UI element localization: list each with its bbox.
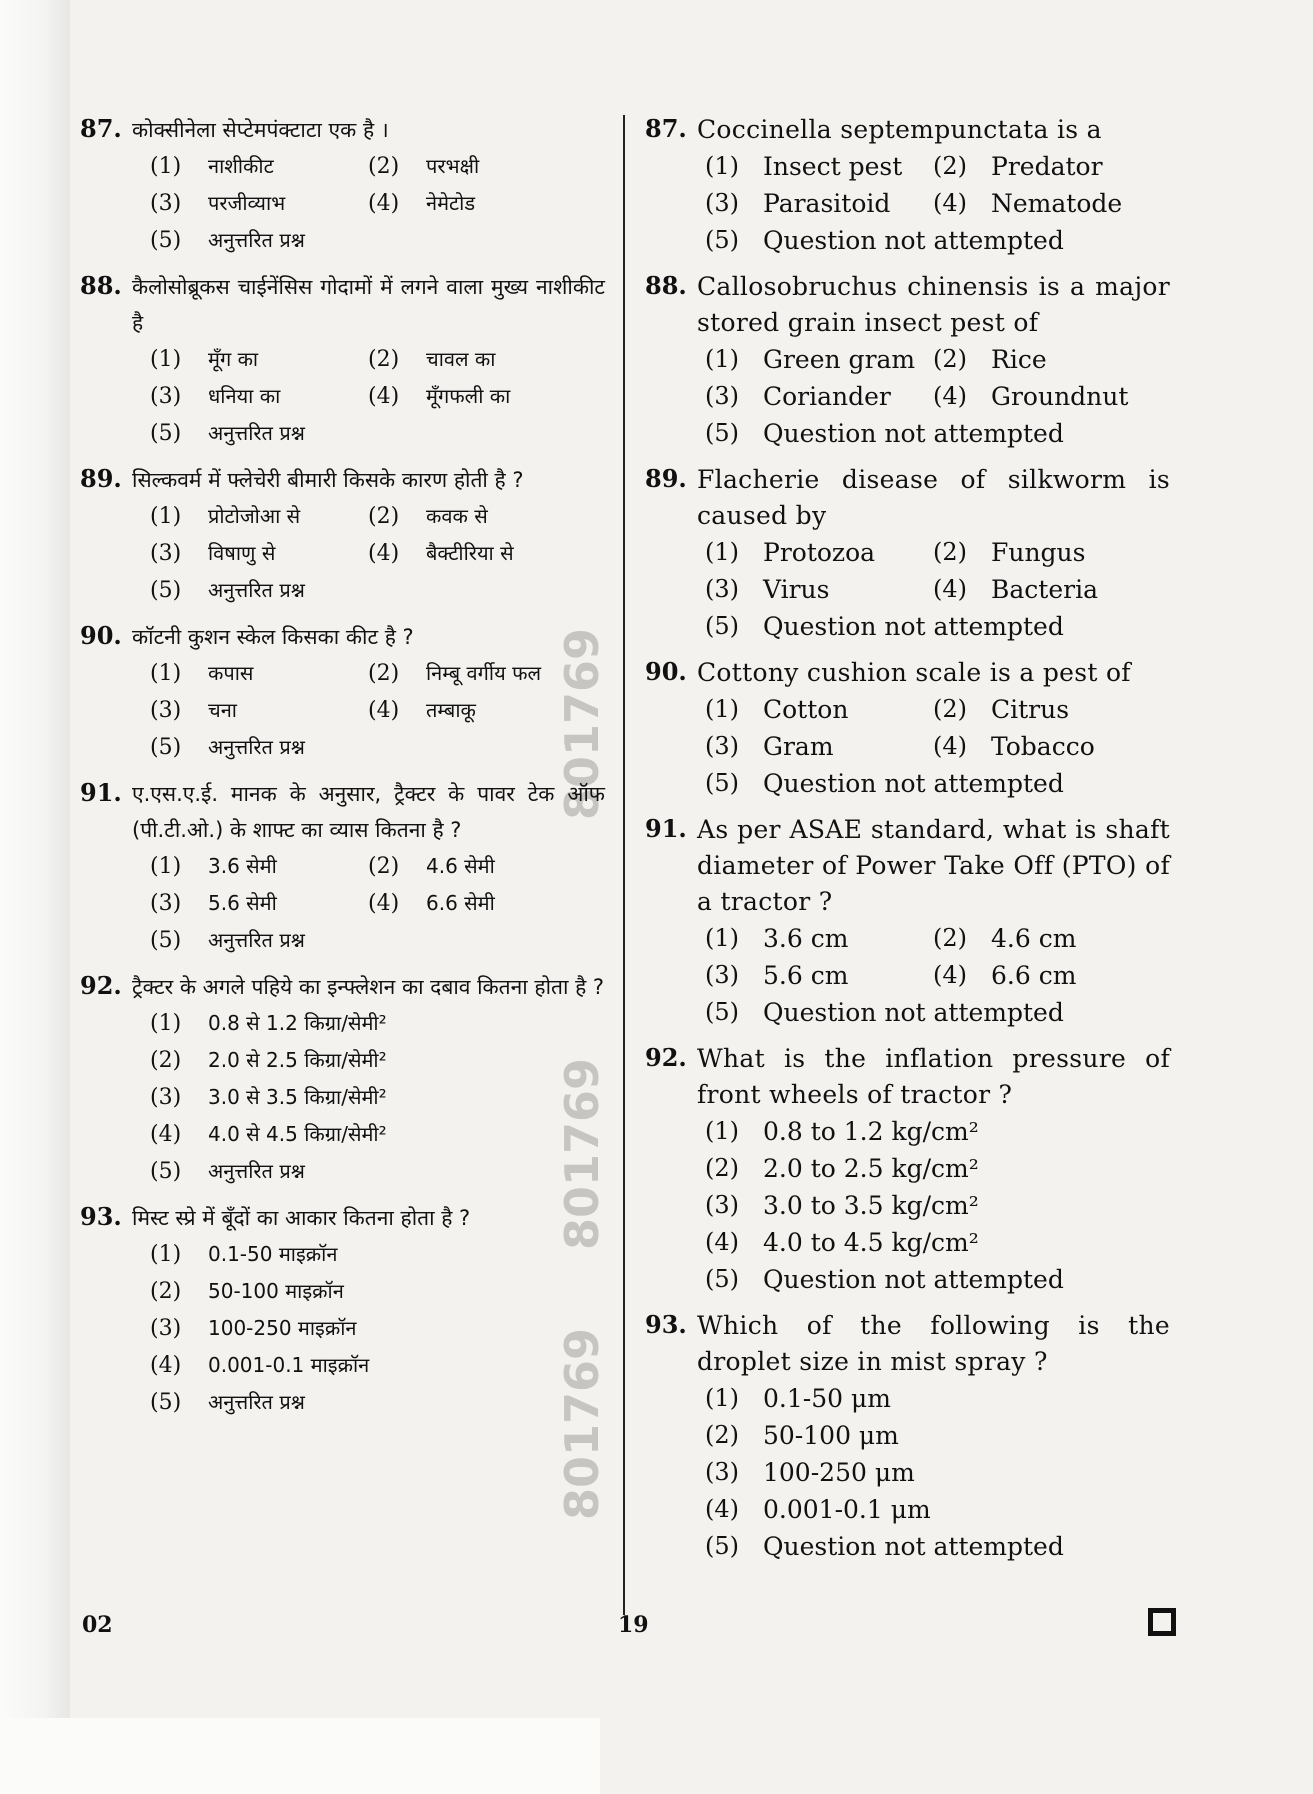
option-text: Citrus xyxy=(991,695,1070,724)
option-text: अनुत्तरित प्रश्न xyxy=(208,928,305,952)
option-index: (3) xyxy=(705,382,739,410)
option-index: (4) xyxy=(933,382,967,410)
torn-bottom-edge xyxy=(0,1718,600,1794)
option-index: (5) xyxy=(705,1265,739,1293)
option-index: (2) xyxy=(368,154,400,179)
option-text: Parasitoid xyxy=(763,189,891,218)
option-index: (3) xyxy=(150,698,182,723)
option-index: (2) xyxy=(705,1154,739,1182)
option-index: (3) xyxy=(705,575,739,603)
option-index: (3) xyxy=(705,1458,739,1486)
option-index: (2) xyxy=(368,854,400,879)
option-index: (4) xyxy=(705,1495,739,1523)
option-text: तम्बाकू xyxy=(426,698,476,722)
option-text: 4.6 सेमी xyxy=(426,854,495,878)
option-index: (4) xyxy=(368,891,400,916)
question-number: 87. xyxy=(80,114,122,143)
option-text: Predator xyxy=(991,152,1103,181)
question-hindi-89 xyxy=(80,462,605,609)
option-index: (2) xyxy=(368,661,400,686)
option-index: (2) xyxy=(933,152,967,180)
question-english-88 xyxy=(645,269,1170,452)
option-text: अनुत्तरित प्रश्न xyxy=(208,578,305,602)
option-text: Insect pest xyxy=(763,152,903,181)
option-text: 3.0 to 3.5 kg/cm² xyxy=(763,1191,979,1220)
option-index: (4) xyxy=(368,191,400,216)
option-text: परभक्षी xyxy=(426,154,480,178)
option-index: (3) xyxy=(705,189,739,217)
option-text: प्रोटोजोआ से xyxy=(208,504,301,528)
question-text: As per ASAE standard, what is shaft diameter of Power Take Off (PTO) of a tractor ? xyxy=(697,815,1170,916)
option-index: (1) xyxy=(705,924,739,952)
option-text: Fungus xyxy=(991,538,1086,567)
options-list xyxy=(150,148,605,259)
option-text: कपास xyxy=(208,661,254,685)
option-text: अनुत्तरित प्रश्न xyxy=(208,735,305,759)
question-text: Flacherie disease of silkworm is caused by xyxy=(697,465,1170,530)
question-english-87 xyxy=(645,112,1170,259)
option-index: (5) xyxy=(705,419,739,447)
option-index: (3) xyxy=(150,191,182,216)
option-index: (5) xyxy=(150,1159,182,1184)
option-index: (4) xyxy=(705,1228,739,1256)
question-english-92 xyxy=(645,1041,1170,1298)
option-index: (1) xyxy=(705,695,739,723)
question-hindi-87 xyxy=(80,112,605,259)
options-list xyxy=(705,341,1170,452)
option-text: Rice xyxy=(991,345,1047,374)
option-text: Tobacco xyxy=(991,732,1095,761)
option-text: 5.6 cm xyxy=(763,961,849,990)
option-index: (4) xyxy=(933,189,967,217)
options-list xyxy=(150,1005,605,1190)
option-text: Question not attempted xyxy=(763,1532,1064,1561)
option-text: निम्बू वर्गीय फल xyxy=(426,661,542,685)
option-index: (4) xyxy=(933,732,967,760)
option-index: (3) xyxy=(150,384,182,409)
option-index: (2) xyxy=(368,347,400,372)
options-list xyxy=(705,920,1170,1031)
options-list xyxy=(150,341,605,452)
option-text: 3.6 cm xyxy=(763,924,849,953)
question-number: 89. xyxy=(80,464,122,493)
option-index: (3) xyxy=(150,541,182,566)
option-text: Question not attempted xyxy=(763,769,1064,798)
option-text: Groundnut xyxy=(991,382,1129,411)
question-text: कैलोसोब्रूकस चाईनेंसिस गोदामों में लगने वाला मुख्य नाशीकीट है xyxy=(132,275,605,335)
question-text: सिल्कवर्म में फ्लेचेरी बीमारी किसके कारण होती है ? xyxy=(132,468,524,492)
question-number: 88. xyxy=(645,271,687,300)
option-index: (5) xyxy=(150,228,182,253)
option-index: (4) xyxy=(368,541,400,566)
option-index: (5) xyxy=(150,1390,182,1415)
options-list xyxy=(705,1113,1170,1298)
option-text: नेमेटोड xyxy=(426,191,476,215)
option-text: 0.8 to 1.2 kg/cm² xyxy=(763,1117,979,1146)
option-index: (1) xyxy=(705,538,739,566)
question-hindi-93 xyxy=(80,1200,605,1421)
options-list xyxy=(150,1236,605,1421)
option-text: विषाणु से xyxy=(208,541,276,565)
option-text: Gram xyxy=(763,732,834,761)
question-text: मिस्ट स्प्रे में बूँदों का आकार कितना होता है ? xyxy=(132,1206,471,1230)
option-text: Question not attempted xyxy=(763,998,1064,1027)
option-text: 0.001-0.1 माइक्रॉन xyxy=(208,1353,370,1377)
paper-code: 02 xyxy=(82,1612,113,1638)
option-index: (2) xyxy=(368,504,400,529)
option-index: (1) xyxy=(705,345,739,373)
question-number: 91. xyxy=(645,814,687,843)
question-text: ट्रैक्टर के अगले पहिये का इन्फ्लेशन का दबाव कितना होता है ? xyxy=(132,975,605,999)
option-text: 6.6 सेमी xyxy=(426,891,495,915)
torn-left-edge xyxy=(0,0,70,1794)
option-index: (3) xyxy=(150,891,182,916)
question-text: ए.एस.ए.ई. मानक के अनुसार, ट्रैक्टर के पावर टेक ऑफ (पी.टी.ओ.) के शाफ्ट का व्यास कितना है ? xyxy=(132,782,605,842)
option-text: चना xyxy=(208,698,237,722)
question-number: 92. xyxy=(645,1043,687,1072)
option-text: 100-250 माइक्रॉन xyxy=(208,1316,357,1340)
option-index: (5) xyxy=(705,769,739,797)
question-text: कॉटनी कुशन स्केल किसका कीट है ? xyxy=(132,625,414,649)
exam-page: 801769 801769 801769 87. कोक्सीनेला सेप्टेमपंक्टाटा एक है । (1) नाशीकीट (2) परभक्षी (3) परजीव्याभ (4) नेमेटोड (5) अनुत्तरित प्रश्न 88. कैलोसोब्रूकस चाईनेंसिस गोदामों में लगने वाला मुख्य नाशीकीट है (1) मूँग का (2) चावल का (3) धनिया का (4) मूँगफली का (5) अनुत्तरित प्रश्न 89. सिल्कवर्म में फ्लेचेरी बीमारी किसके कारण होती है ? (1) प्रोटोजोआ से (2) कवक से (3) विषाणु से (4) बैक्टीरिया से (5) अनुत्तरित प्रश्न 90. कॉटनी कुशन स्केल किसका कीट है ? (1) कपास (2) निम्बू वर्गीय फल (3) चना (4) तम्बाकू (5) अनुत्तरित प्रश्न 91. ए.एस.ए.ई. मानक के अनुसार, ट्रैक्टर के पावर टेक ऑफ (पी.टी.ओ.) के शाफ्ट का व्यास कितना है ? (1) 3.6 सेमी (2) 4.6 सेमी (3) 5.6 सेमी (4) 6.6 सेमी (5) अनुत्तरित प्रश्न 92. ट्रैक्टर के अगले पहिये का इन्फ्लेशन का दबाव कितना होता है ? (1) 0.8 से 1.2 किग्रा/सेमी² (2) 2.0 से 2.5 किग्रा/सेमी² (3) 3.0 से 3.5 किग्रा/सेमी² (4) 4.0 से 4.5 किग्रा/सेमी² (5) अनुत्तरित प्रश्न 93. मिस्ट स्प्रे में बूँदों का आकार कितना होता है ? (1) 0.1-50 माइक्रॉन (2) 50-100 माइक्रॉन (3) 100-250 माइक्रॉन (4) 0.001-0.1 माइक्रॉन (5) अनुत्तरित प्रश्न 87. Coccinella septempunctata is a (1) Insect pest (2) Predator (3) Parasitoid (4) Nematode (5) Question not attempted 88. Callosobruchus chinensis is a major stored grain insect pest of (1) Green gram (2) Rice (3) Coriander (4) Groundnut (5) Question not attempted 89. Flacherie disease of silkworm is caused by (1) Protozoa (2) Fungus (3) Virus (4) Bacteria (5) Question not attempted 90. Cottony cushion scale is a pest of (1) Cotton (2) Citrus (3) Gram (4) Tobacco (5) Question not attempted 91. As per ASAE standard, what is shaft diameter of Power Take Off (PTO) of a tractor ? (1) 3.6 cm (2) 4.6 cm (3) 5.6 cm (4) 6.6 cm (5) Question not attempted 92. What is the inflation pressure of front wheels of tractor ? (1) 0.8 to 1.2 kg/cm² (2) 2.0 to 2.5 kg/cm² (3) 3.0 to 3.5 kg/cm² (4) 4.0 to 4.5 kg/cm² (5) Question not attempted 93. Which of the following is the droplet size in mist spray ? (1) 0.1-50 μm (2) 50-100 μm (3) 100-250 μm (4) 0.001-0.1 μm (5) Question not attempted 02 19 xyxy=(0,0,1313,1794)
question-number: 93. xyxy=(80,1202,122,1231)
option-index: (2) xyxy=(933,538,967,566)
option-text: मूँगफली का xyxy=(426,384,511,408)
question-number: 90. xyxy=(80,621,122,650)
option-index: (1) xyxy=(150,347,182,372)
question-number: 93. xyxy=(645,1310,687,1339)
question-number: 89. xyxy=(645,464,687,493)
option-index: (4) xyxy=(150,1122,182,1147)
option-text: Virus xyxy=(763,575,830,604)
option-index: (5) xyxy=(705,1532,739,1560)
option-text: 0.1-50 μm xyxy=(763,1384,891,1413)
options-list xyxy=(150,848,605,959)
question-english-89 xyxy=(645,462,1170,645)
english-column xyxy=(645,112,1170,1575)
question-english-90 xyxy=(645,655,1170,802)
option-index: (2) xyxy=(705,1421,739,1449)
option-index: (2) xyxy=(150,1279,182,1304)
options-list xyxy=(705,148,1170,259)
option-text: 5.6 सेमी xyxy=(208,891,277,915)
question-hindi-91 xyxy=(80,776,605,959)
option-index: (1) xyxy=(705,1117,739,1145)
options-list xyxy=(150,655,605,766)
option-index: (3) xyxy=(705,1191,739,1219)
options-list xyxy=(150,498,605,609)
option-text: अनुत्तरित प्रश्न xyxy=(208,1159,305,1183)
option-index: (1) xyxy=(150,661,182,686)
option-text: 4.0 to 4.5 kg/cm² xyxy=(763,1228,979,1257)
option-text: Question not attempted xyxy=(763,419,1064,448)
option-text: 50-100 माइक्रॉन xyxy=(208,1279,344,1303)
option-text: मूँग का xyxy=(208,347,259,371)
option-index: (1) xyxy=(150,854,182,879)
option-index: (1) xyxy=(150,154,182,179)
question-text: What is the inflation pressure of front wheels of tractor ? xyxy=(697,1044,1170,1109)
option-text: बैक्टीरिया से xyxy=(426,541,514,565)
option-text: 0.8 से 1.2 किग्रा/सेमी² xyxy=(208,1011,387,1035)
question-text: Cottony cushion scale is a pest of xyxy=(697,658,1131,687)
option-text: 2.0 से 2.5 किग्रा/सेमी² xyxy=(208,1048,387,1072)
option-index: (5) xyxy=(150,928,182,953)
option-index: (5) xyxy=(705,226,739,254)
options-list xyxy=(705,1380,1170,1565)
option-text: 0.001-0.1 μm xyxy=(763,1495,931,1524)
question-hindi-90 xyxy=(80,619,605,766)
option-index: (2) xyxy=(150,1048,182,1073)
option-text: Question not attempted xyxy=(763,226,1064,255)
option-index: (2) xyxy=(933,345,967,373)
option-index: (1) xyxy=(150,504,182,529)
option-text: Coriander xyxy=(763,382,891,411)
option-text: 3.6 सेमी xyxy=(208,854,277,878)
corner-square-mark xyxy=(1148,1608,1176,1636)
option-text: Protozoa xyxy=(763,538,876,567)
option-text: Bacteria xyxy=(991,575,1098,604)
question-number: 88. xyxy=(80,271,122,300)
option-index: (5) xyxy=(150,735,182,760)
option-index: (1) xyxy=(150,1011,182,1036)
option-text: कवक से xyxy=(426,504,488,528)
question-number: 91. xyxy=(80,778,122,807)
option-index: (5) xyxy=(705,998,739,1026)
option-index: (5) xyxy=(705,612,739,640)
question-english-91 xyxy=(645,812,1170,1031)
hindi-column xyxy=(80,112,605,1431)
question-number: 90. xyxy=(645,657,687,686)
question-text: Coccinella septempunctata is a xyxy=(697,115,1102,144)
option-index: (1) xyxy=(705,152,739,180)
option-text: Cotton xyxy=(763,695,849,724)
column-divider xyxy=(623,115,625,1615)
option-text: 4.6 cm xyxy=(991,924,1077,953)
option-text: 50-100 μm xyxy=(763,1421,899,1450)
question-text: Callosobruchus chinensis is a major stored grain insect pest of xyxy=(697,272,1170,337)
option-text: Nematode xyxy=(991,189,1123,218)
question-text: कोक्सीनेला सेप्टेमपंक्टाटा एक है । xyxy=(132,118,389,142)
option-index: (5) xyxy=(150,578,182,603)
option-text: धनिया का xyxy=(208,384,281,408)
option-text: 4.0 से 4.5 किग्रा/सेमी² xyxy=(208,1122,387,1146)
option-text: 6.6 cm xyxy=(991,961,1077,990)
option-index: (3) xyxy=(150,1316,182,1341)
option-text: अनुत्तरित प्रश्न xyxy=(208,1390,305,1414)
option-text: चावल का xyxy=(426,347,496,371)
option-text: अनुत्तरित प्रश्न xyxy=(208,228,305,252)
option-text: Green gram xyxy=(763,345,916,374)
option-text: 2.0 to 2.5 kg/cm² xyxy=(763,1154,979,1183)
question-text: Which of the following is the droplet size in mist spray ? xyxy=(697,1311,1170,1376)
option-index: (4) xyxy=(150,1353,182,1378)
question-english-93 xyxy=(645,1308,1170,1565)
option-index: (3) xyxy=(705,961,739,989)
option-text: 0.1-50 माइक्रॉन xyxy=(208,1242,338,1266)
option-index: (1) xyxy=(150,1242,182,1267)
page-number: 19 xyxy=(618,1612,649,1638)
option-text: 3.0 से 3.5 किग्रा/सेमी² xyxy=(208,1085,387,1109)
option-text: परजीव्याभ xyxy=(208,191,286,215)
question-number: 92. xyxy=(80,971,122,1000)
option-index: (1) xyxy=(705,1384,739,1412)
question-hindi-92 xyxy=(80,969,605,1190)
option-text: अनुत्तरित प्रश्न xyxy=(208,421,305,445)
option-index: (4) xyxy=(368,384,400,409)
option-text: नाशीकीट xyxy=(208,154,274,178)
options-list xyxy=(705,691,1170,802)
option-index: (4) xyxy=(933,961,967,989)
option-text: Question not attempted xyxy=(763,612,1064,641)
option-text: Question not attempted xyxy=(763,1265,1064,1294)
option-index: (2) xyxy=(933,924,967,952)
option-index: (4) xyxy=(933,575,967,603)
option-index: (4) xyxy=(368,698,400,723)
option-index: (3) xyxy=(150,1085,182,1110)
question-hindi-88 xyxy=(80,269,605,452)
option-index: (5) xyxy=(150,421,182,446)
question-number: 87. xyxy=(645,114,687,143)
option-text: 100-250 μm xyxy=(763,1458,915,1487)
option-index: (2) xyxy=(933,695,967,723)
options-list xyxy=(705,534,1170,645)
option-index: (3) xyxy=(705,732,739,760)
